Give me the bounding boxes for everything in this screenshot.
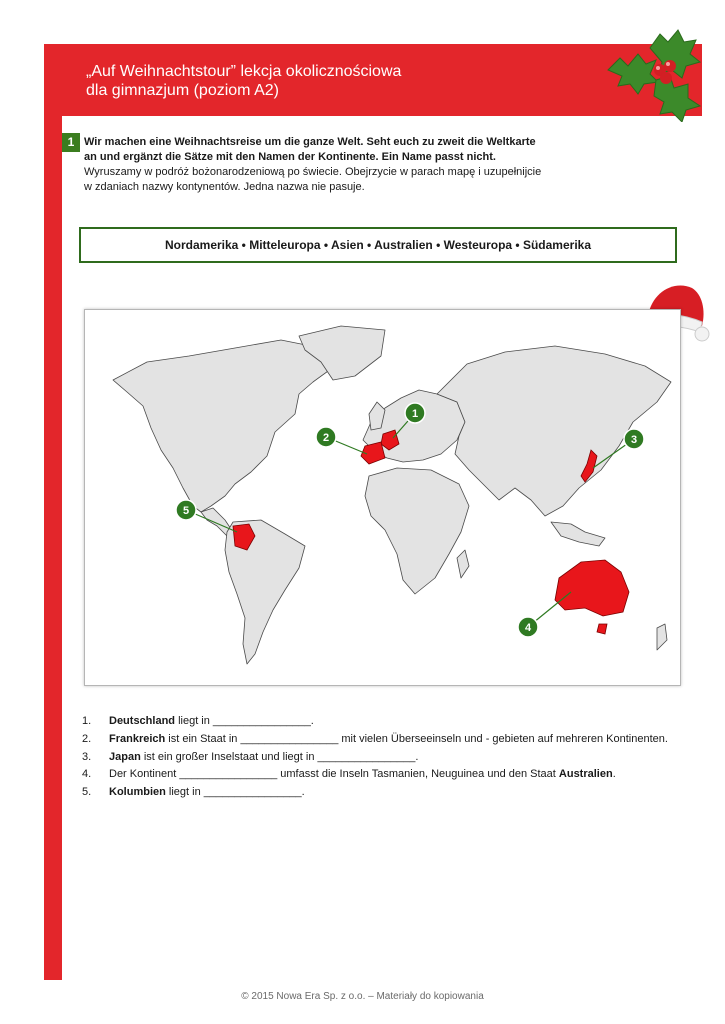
- africa-shape: [365, 468, 469, 594]
- sentence-item: [82, 749, 682, 767]
- instruction-de-line-1: Wir machen eine Weihnachtsreise um die ganze Welt. Seht euch zu zweit die Weltkarte: [84, 136, 536, 148]
- sentence-mid: liegt in ________________.: [165, 786, 305, 799]
- sentence-mid: ist ein Staat in ________________ mit vielen Überseeinseln und - gebieten auf mehreren Kontinenten.: [165, 732, 668, 745]
- australia-shape: [555, 560, 629, 616]
- map-marker-label-5: 5: [182, 505, 190, 517]
- sentence-num: 4.: [82, 768, 92, 781]
- exercise-instructions: [84, 135, 644, 195]
- instruction-de-line-2: an und ergänzt die Sätze mit den Namen der Kontinente. Ein Name passt nicht.: [84, 151, 496, 163]
- map-marker-label-3: 3: [630, 434, 638, 446]
- sentence-post: .: [612, 768, 616, 781]
- sentence-item: [82, 731, 682, 749]
- sentence-num: 2.: [82, 732, 92, 745]
- left-red-bar: [44, 44, 62, 980]
- sentence-bold1: Deutschland: [109, 715, 176, 727]
- sentence-item: [82, 766, 682, 784]
- sentence-mid: liegt in ________________.: [175, 715, 314, 727]
- sentence-bold1: Kolumbien: [109, 786, 166, 799]
- sentence-num: 3.: [82, 750, 92, 763]
- sentence-mid: ist ein großer Inselstaat und liegt in ________________.: [140, 750, 419, 763]
- sentence-item: [82, 713, 682, 731]
- map-marker-label-2: 2: [322, 432, 330, 444]
- map-marker-label-1: 1: [411, 408, 419, 420]
- title-line-2: dla gimnazjum (poziom A2): [86, 82, 279, 99]
- world-map-graphic: [85, 310, 681, 686]
- word-bank-text: Nordamerika • Mitteleuropa • Asien • Australien • Westeuropa • Südamerika: [164, 238, 591, 252]
- sentence-num: 1.: [82, 715, 92, 727]
- north-america-shape: [113, 340, 335, 512]
- sentence-item: [82, 784, 682, 802]
- footer-copyright: © 2015 Nowa Era Sp. z o.o. – Materiały do kopiowania: [241, 991, 484, 1002]
- word-bank: [79, 227, 677, 263]
- sentences-list: [82, 713, 682, 802]
- exercise-number: 1: [62, 133, 80, 152]
- sentence-bold1: Frankreich: [109, 732, 166, 745]
- tasmania-shape: [597, 624, 607, 634]
- new-zealand-shape: [657, 624, 667, 650]
- title-line-1: „Auf Weihnachtstour” lekcja okolicznościowa: [86, 63, 402, 80]
- holly-icon: [598, 18, 710, 122]
- instruction-pl-line-2: w zdaniach nazwy kontynentów. Jedna nazwa nie pasuje.: [84, 181, 365, 193]
- sentence-bold1: Japan: [109, 750, 141, 763]
- sentence-num: 5.: [82, 786, 92, 799]
- instruction-pl-line-1: Wyruszamy w podróż bożonarodzeniową po świecie. Obejrzycie w parach mapę i uzupełnijcie: [84, 166, 542, 178]
- map-marker-label-4: 4: [524, 622, 532, 634]
- indonesia-shape: [551, 522, 605, 546]
- sentence-bold2: Australien: [558, 768, 613, 781]
- madagascar-shape: [457, 550, 469, 578]
- page-title: [86, 62, 556, 100]
- sentence-pre: Der Kontinent ________________ umfasst die Inseln Tasmanien, Neuguinea und den Staat: [109, 768, 559, 781]
- world-map: [84, 309, 681, 686]
